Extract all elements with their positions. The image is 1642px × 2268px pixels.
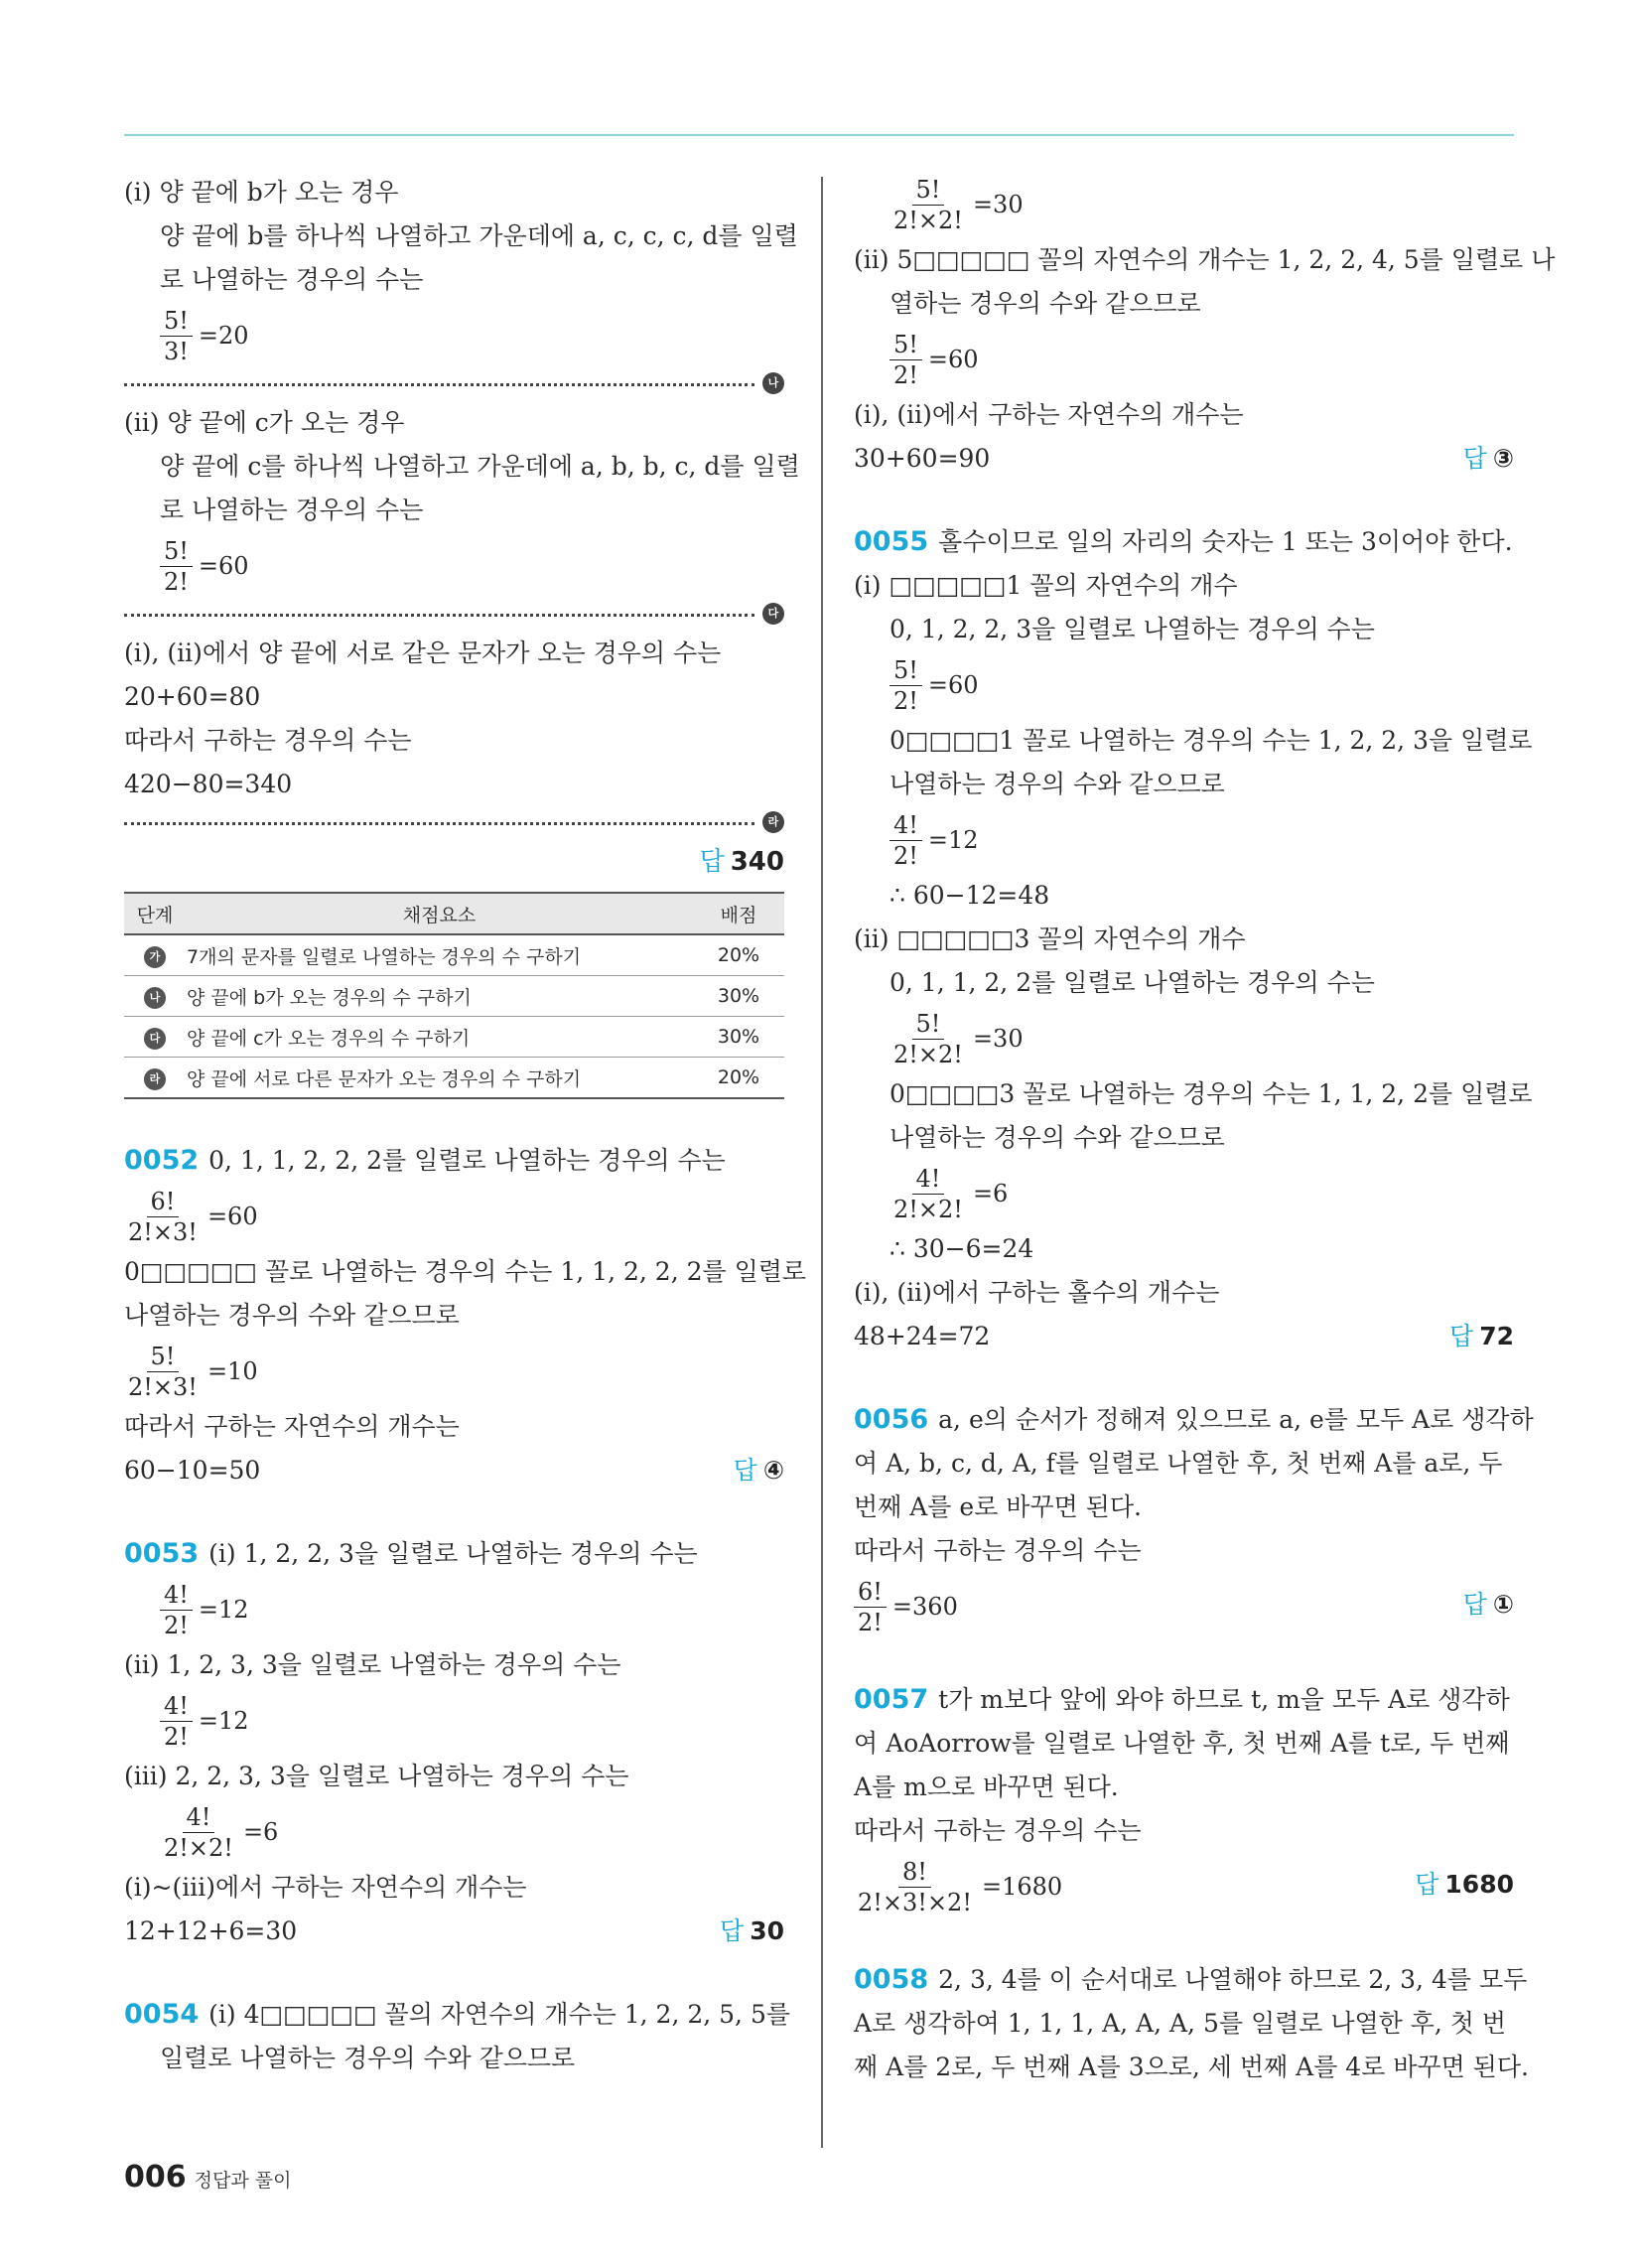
denominator: 2!×3!×2! bbox=[858, 1888, 972, 1916]
problem-number: 0058 bbox=[854, 1964, 929, 1995]
problem-number: 0052 bbox=[124, 1145, 200, 1176]
text-line: (ⅱ) □□□□□3 꼴의 자연수의 개수 bbox=[854, 924, 1246, 953]
text-line: ∴ 60−12=48 bbox=[889, 881, 1050, 910]
step-marker: 라 bbox=[144, 1068, 166, 1090]
answer-label: 답 bbox=[733, 1456, 757, 1485]
denominator: 2! bbox=[858, 1608, 883, 1636]
numerator: 5! bbox=[160, 308, 193, 337]
text-line: 일렬로 나열하는 경우의 수와 같으므로 bbox=[160, 2044, 576, 2072]
answer bbox=[720, 1910, 784, 1953]
denominator: 3! bbox=[164, 337, 189, 365]
answer-value: 30 bbox=[750, 1916, 784, 1945]
text-line: 로 나열하는 경우의 수는 bbox=[160, 496, 424, 524]
text-line: 양 끝에 c를 하나씩 나열하고 가운데에 a, b, b, c, d를 일렬 bbox=[160, 452, 800, 481]
problem-0056 bbox=[854, 1398, 1534, 1442]
denominator: 2! bbox=[164, 567, 189, 596]
text-line: 20+60=80 bbox=[124, 682, 261, 711]
text-line: (ⅰ)~(ⅲ)에서 구하는 자연수의 개수는 bbox=[124, 1873, 527, 1902]
text-line: 0, 1, 1, 2, 2를 일렬로 나열하는 경우의 수는 bbox=[889, 968, 1375, 997]
table-row bbox=[124, 1017, 784, 1058]
text-line: 0, 1, 1, 2, 2, 2를 일렬로 나열하는 경우의 수는 bbox=[208, 1146, 726, 1175]
formula-result: =12 bbox=[198, 1596, 249, 1624]
text-line: 따라서 구하는 경우의 수는 bbox=[854, 1536, 1142, 1565]
answer bbox=[1449, 1315, 1514, 1358]
text-line: (ⅰ) 양 끝에 b가 오는 경우 bbox=[124, 178, 399, 207]
problem-0052 bbox=[124, 1139, 784, 1183]
answer-value: ③ bbox=[1492, 444, 1514, 473]
text-line: 홀수이므로 일의 자리의 숫자는 1 또는 3이어야 한다. bbox=[938, 527, 1513, 556]
problem-number: 0056 bbox=[854, 1404, 929, 1435]
answer-line bbox=[124, 1910, 784, 1953]
formula bbox=[124, 1340, 784, 1403]
table-row bbox=[124, 1058, 784, 1099]
problem-0054 bbox=[124, 1993, 791, 2037]
formula bbox=[854, 173, 1514, 236]
answer bbox=[734, 1449, 784, 1492]
text-line: 420−80=340 bbox=[124, 770, 293, 798]
formula-result: =60 bbox=[927, 346, 979, 373]
text-line: 따라서 구하는 자연수의 개수는 bbox=[124, 1412, 460, 1441]
formula-result: =10 bbox=[206, 1357, 258, 1385]
table-cell: 20% bbox=[693, 934, 784, 976]
table-header: 채점요소 bbox=[186, 893, 693, 934]
answer-label: 답 bbox=[1462, 1590, 1487, 1619]
numerator: 5! bbox=[889, 332, 922, 360]
table-cell: 7개의 문자를 일렬로 나열하는 경우의 수 구하기 bbox=[186, 934, 693, 976]
text-line: 여 AoAorrow를 일렬로 나열한 후, 첫 번째 A를 t로, 두 번째 bbox=[854, 1729, 1510, 1758]
formula-result: =360 bbox=[891, 1593, 958, 1621]
header-rule bbox=[124, 134, 1514, 136]
numerator: 5! bbox=[912, 177, 945, 206]
text-line: ∴ 30−6=24 bbox=[889, 1234, 1034, 1263]
text-line: 양 끝에 b를 하나씩 나열하고 가운데에 a, c, c, c, d를 일렬 bbox=[160, 221, 798, 250]
formula-result: =6 bbox=[242, 1818, 279, 1846]
formula bbox=[854, 653, 1514, 717]
formula bbox=[854, 1855, 1514, 1918]
table-cell: 양 끝에 c가 오는 경우의 수 구하기 bbox=[186, 1017, 693, 1058]
text-line: 48+24=72 bbox=[854, 1322, 991, 1350]
answer bbox=[1415, 1865, 1514, 1901]
footer-title: 정답과 풀이 bbox=[194, 2170, 292, 2192]
text-line: (ⅰ), (ⅱ)에서 구하는 자연수의 개수는 bbox=[854, 400, 1244, 429]
text-line: 나열하는 경우의 수와 같으므로 bbox=[889, 770, 1225, 798]
text-line: (ⅱ) 1, 2, 3, 3을 일렬로 나열하는 경우의 수는 bbox=[124, 1650, 621, 1679]
step-separator bbox=[124, 600, 784, 630]
answer bbox=[1463, 437, 1514, 481]
problem-number: 0057 bbox=[854, 1684, 929, 1715]
step-marker: 나 bbox=[144, 987, 166, 1009]
scoring-table bbox=[124, 892, 784, 1099]
formula bbox=[124, 1578, 784, 1641]
text-line: (ⅰ) 1, 2, 2, 3을 일렬로 나열하는 경우의 수는 bbox=[208, 1539, 698, 1568]
answer-line bbox=[124, 1449, 784, 1492]
text-line: 60−10=50 bbox=[124, 1456, 261, 1485]
numerator: 4! bbox=[160, 1693, 193, 1722]
text-line: 로 나열하는 경우의 수는 bbox=[160, 265, 424, 294]
answer-line bbox=[854, 1315, 1514, 1358]
table-cell: 20% bbox=[693, 1058, 784, 1099]
numerator: 8! bbox=[898, 1859, 931, 1888]
right-column bbox=[854, 171, 1556, 2089]
page-number: 006 bbox=[124, 2160, 187, 2195]
formula-result: =12 bbox=[927, 826, 979, 854]
text-line: 째 A를 2로, 두 번째 A를 3으로, 세 번째 A를 4로 바꾸면 된다. bbox=[854, 2053, 1529, 2081]
numerator: 5! bbox=[160, 538, 193, 567]
denominator: 2! bbox=[164, 1722, 189, 1751]
step-separator bbox=[124, 369, 784, 399]
answer-label: 답 bbox=[720, 1916, 745, 1945]
text-line: 12+12+6=30 bbox=[124, 1916, 298, 1945]
table-row bbox=[124, 934, 784, 976]
left-column bbox=[124, 171, 807, 2080]
text-line: (ⅰ) □□□□□1 꼴의 자연수의 개수 bbox=[854, 571, 1238, 600]
problem-0058 bbox=[854, 1958, 1528, 2002]
table-header: 배점 bbox=[693, 893, 784, 934]
formula bbox=[854, 808, 1514, 872]
step-marker: 나 bbox=[762, 372, 784, 394]
answer-value: ④ bbox=[762, 1456, 784, 1485]
formula-result: =12 bbox=[198, 1707, 249, 1735]
text-line: 여 A, b, c, d, A, f를 일렬로 나열한 후, 첫 번째 A를 a로, 두 bbox=[854, 1449, 1503, 1478]
answer-value: 72 bbox=[1479, 1322, 1514, 1350]
formula-result: =1680 bbox=[981, 1873, 1063, 1901]
numerator: 4! bbox=[160, 1582, 193, 1611]
formula bbox=[124, 304, 784, 367]
step-marker: 라 bbox=[762, 811, 784, 833]
answer-label: 답 bbox=[1449, 1322, 1474, 1350]
numerator: 4! bbox=[912, 1166, 945, 1195]
denominator: 2!×2! bbox=[893, 1040, 963, 1068]
step-marker: 가 bbox=[144, 946, 166, 968]
formula-result: =60 bbox=[206, 1203, 258, 1230]
denominator: 2! bbox=[893, 841, 918, 870]
denominator: 2!×3! bbox=[128, 1372, 198, 1401]
text-line: 번째 A를 e로 바꾸면 된다. bbox=[854, 1492, 1142, 1521]
text-line: A를 m으로 바꾸면 된다. bbox=[854, 1772, 1119, 1801]
denominator: 2! bbox=[164, 1611, 189, 1639]
formula bbox=[124, 1689, 784, 1753]
answer-value: ① bbox=[1492, 1590, 1514, 1619]
text-line: 30+60=90 bbox=[854, 444, 991, 473]
formula-result: =60 bbox=[927, 671, 979, 699]
problem-number: 0054 bbox=[124, 1999, 200, 2030]
denominator: 2! bbox=[893, 360, 918, 389]
numerator: 4! bbox=[183, 1804, 215, 1833]
denominator: 2!×2! bbox=[893, 1195, 963, 1223]
text-line: 따라서 구하는 경우의 수는 bbox=[854, 1816, 1142, 1845]
formula-result: =30 bbox=[972, 191, 1024, 218]
formula-result: =30 bbox=[972, 1025, 1024, 1053]
text-line: 따라서 구하는 경우의 수는 bbox=[124, 726, 412, 755]
text-line: (ⅰ) 4□□□□□ 꼴의 자연수의 개수는 1, 2, 2, 5, 5를 bbox=[208, 2000, 791, 2029]
text-line: t가 m보다 앞에 와야 하므로 t, m을 모두 A로 생각하 bbox=[938, 1685, 1510, 1714]
problem-number: 0055 bbox=[854, 526, 929, 557]
text-line: 0□□□□3 꼴로 나열하는 경우의 수는 1, 1, 2, 2를 일렬로 bbox=[889, 1079, 1533, 1108]
answer-line bbox=[124, 840, 784, 884]
text-line: (ⅱ) 양 끝에 c가 오는 경우 bbox=[124, 408, 405, 437]
text-line: (ⅱ) 5□□□□□ 꼴의 자연수의 개수는 1, 2, 2, 4, 5를 일렬로 나 bbox=[854, 245, 1556, 274]
formula bbox=[124, 534, 784, 598]
table-cell: 30% bbox=[693, 1017, 784, 1058]
answer-label: 답 bbox=[1415, 1870, 1439, 1899]
problem-0053 bbox=[124, 1532, 784, 1576]
answer-label: 답 bbox=[1462, 444, 1487, 473]
formula-result: =6 bbox=[972, 1180, 1009, 1207]
formula bbox=[124, 1185, 784, 1248]
table-cell: 양 끝에 서로 다른 문자가 오는 경우의 수 구하기 bbox=[186, 1058, 693, 1099]
numerator: 5! bbox=[889, 657, 922, 686]
problem-0057 bbox=[854, 1678, 1514, 1722]
text-line: 0□□□□□ 꼴로 나열하는 경우의 수는 1, 1, 2, 2, 2를 일렬로 bbox=[124, 1257, 807, 1286]
numerator: 4! bbox=[889, 812, 922, 841]
answer-label: 답 bbox=[699, 847, 725, 877]
text-line: (ⅲ) 2, 2, 3, 3을 일렬로 나열하는 경우의 수는 bbox=[124, 1762, 629, 1790]
table-cell: 30% bbox=[693, 976, 784, 1017]
denominator: 2!×2! bbox=[893, 206, 963, 234]
answer-value: 340 bbox=[730, 847, 784, 877]
table-cell: 양 끝에 b가 오는 경우의 수 구하기 bbox=[186, 976, 693, 1017]
text-line: (ⅰ), (ⅱ)에서 구하는 홀수의 개수는 bbox=[854, 1278, 1220, 1307]
numerator: 5! bbox=[912, 1011, 945, 1040]
table-header: 단계 bbox=[124, 893, 186, 934]
step-separator bbox=[124, 808, 784, 838]
step-marker: 다 bbox=[144, 1028, 166, 1050]
text-line: 나열하는 경우의 수와 같으므로 bbox=[889, 1123, 1225, 1152]
answer-line bbox=[854, 437, 1514, 481]
text-line: 0□□□□1 꼴로 나열하는 경우의 수는 1, 2, 2, 3을 일렬로 bbox=[889, 726, 1533, 755]
text-line: 2, 3, 4를 이 순서대로 나열해야 하므로 2, 3, 4를 모두 bbox=[938, 1965, 1528, 1994]
formula bbox=[854, 1162, 1514, 1225]
answer bbox=[700, 840, 784, 884]
text-line: (ⅰ), (ⅱ)에서 양 끝에 서로 같은 문자가 오는 경우의 수는 bbox=[124, 638, 722, 667]
formula-result: =20 bbox=[198, 322, 249, 350]
formula-result: =60 bbox=[198, 552, 249, 580]
formula bbox=[854, 328, 1514, 391]
text-line: 나열하는 경우의 수와 같으므로 bbox=[124, 1301, 460, 1330]
numerator: 5! bbox=[147, 1344, 180, 1372]
denominator: 2!×2! bbox=[164, 1833, 233, 1862]
step-marker: 다 bbox=[762, 603, 784, 625]
column-divider bbox=[821, 177, 823, 2148]
problem-0055 bbox=[854, 520, 1514, 564]
formula bbox=[854, 1575, 1514, 1638]
denominator: 2!×3! bbox=[128, 1217, 198, 1246]
numerator: 6! bbox=[147, 1189, 180, 1217]
numerator: 6! bbox=[854, 1579, 887, 1608]
formula bbox=[124, 1800, 784, 1864]
page-footer bbox=[124, 2160, 291, 2195]
problem-number: 0053 bbox=[124, 1538, 200, 1569]
text-line: 열하는 경우의 수와 같으므로 bbox=[889, 289, 1201, 318]
text-line: a, e의 순서가 정해져 있으므로 a, e를 모두 A로 생각하 bbox=[938, 1405, 1534, 1434]
answer-value: 1680 bbox=[1444, 1870, 1514, 1899]
table-row bbox=[124, 976, 784, 1017]
answer bbox=[1463, 1585, 1514, 1621]
denominator: 2! bbox=[893, 686, 918, 715]
text-line: A로 생각하여 1, 1, 1, A, A, A, 5를 일렬로 나열한 후, 첫 번 bbox=[854, 2009, 1507, 2038]
formula bbox=[854, 1007, 1514, 1070]
text-line: 0, 1, 2, 2, 3을 일렬로 나열하는 경우의 수는 bbox=[889, 615, 1375, 643]
